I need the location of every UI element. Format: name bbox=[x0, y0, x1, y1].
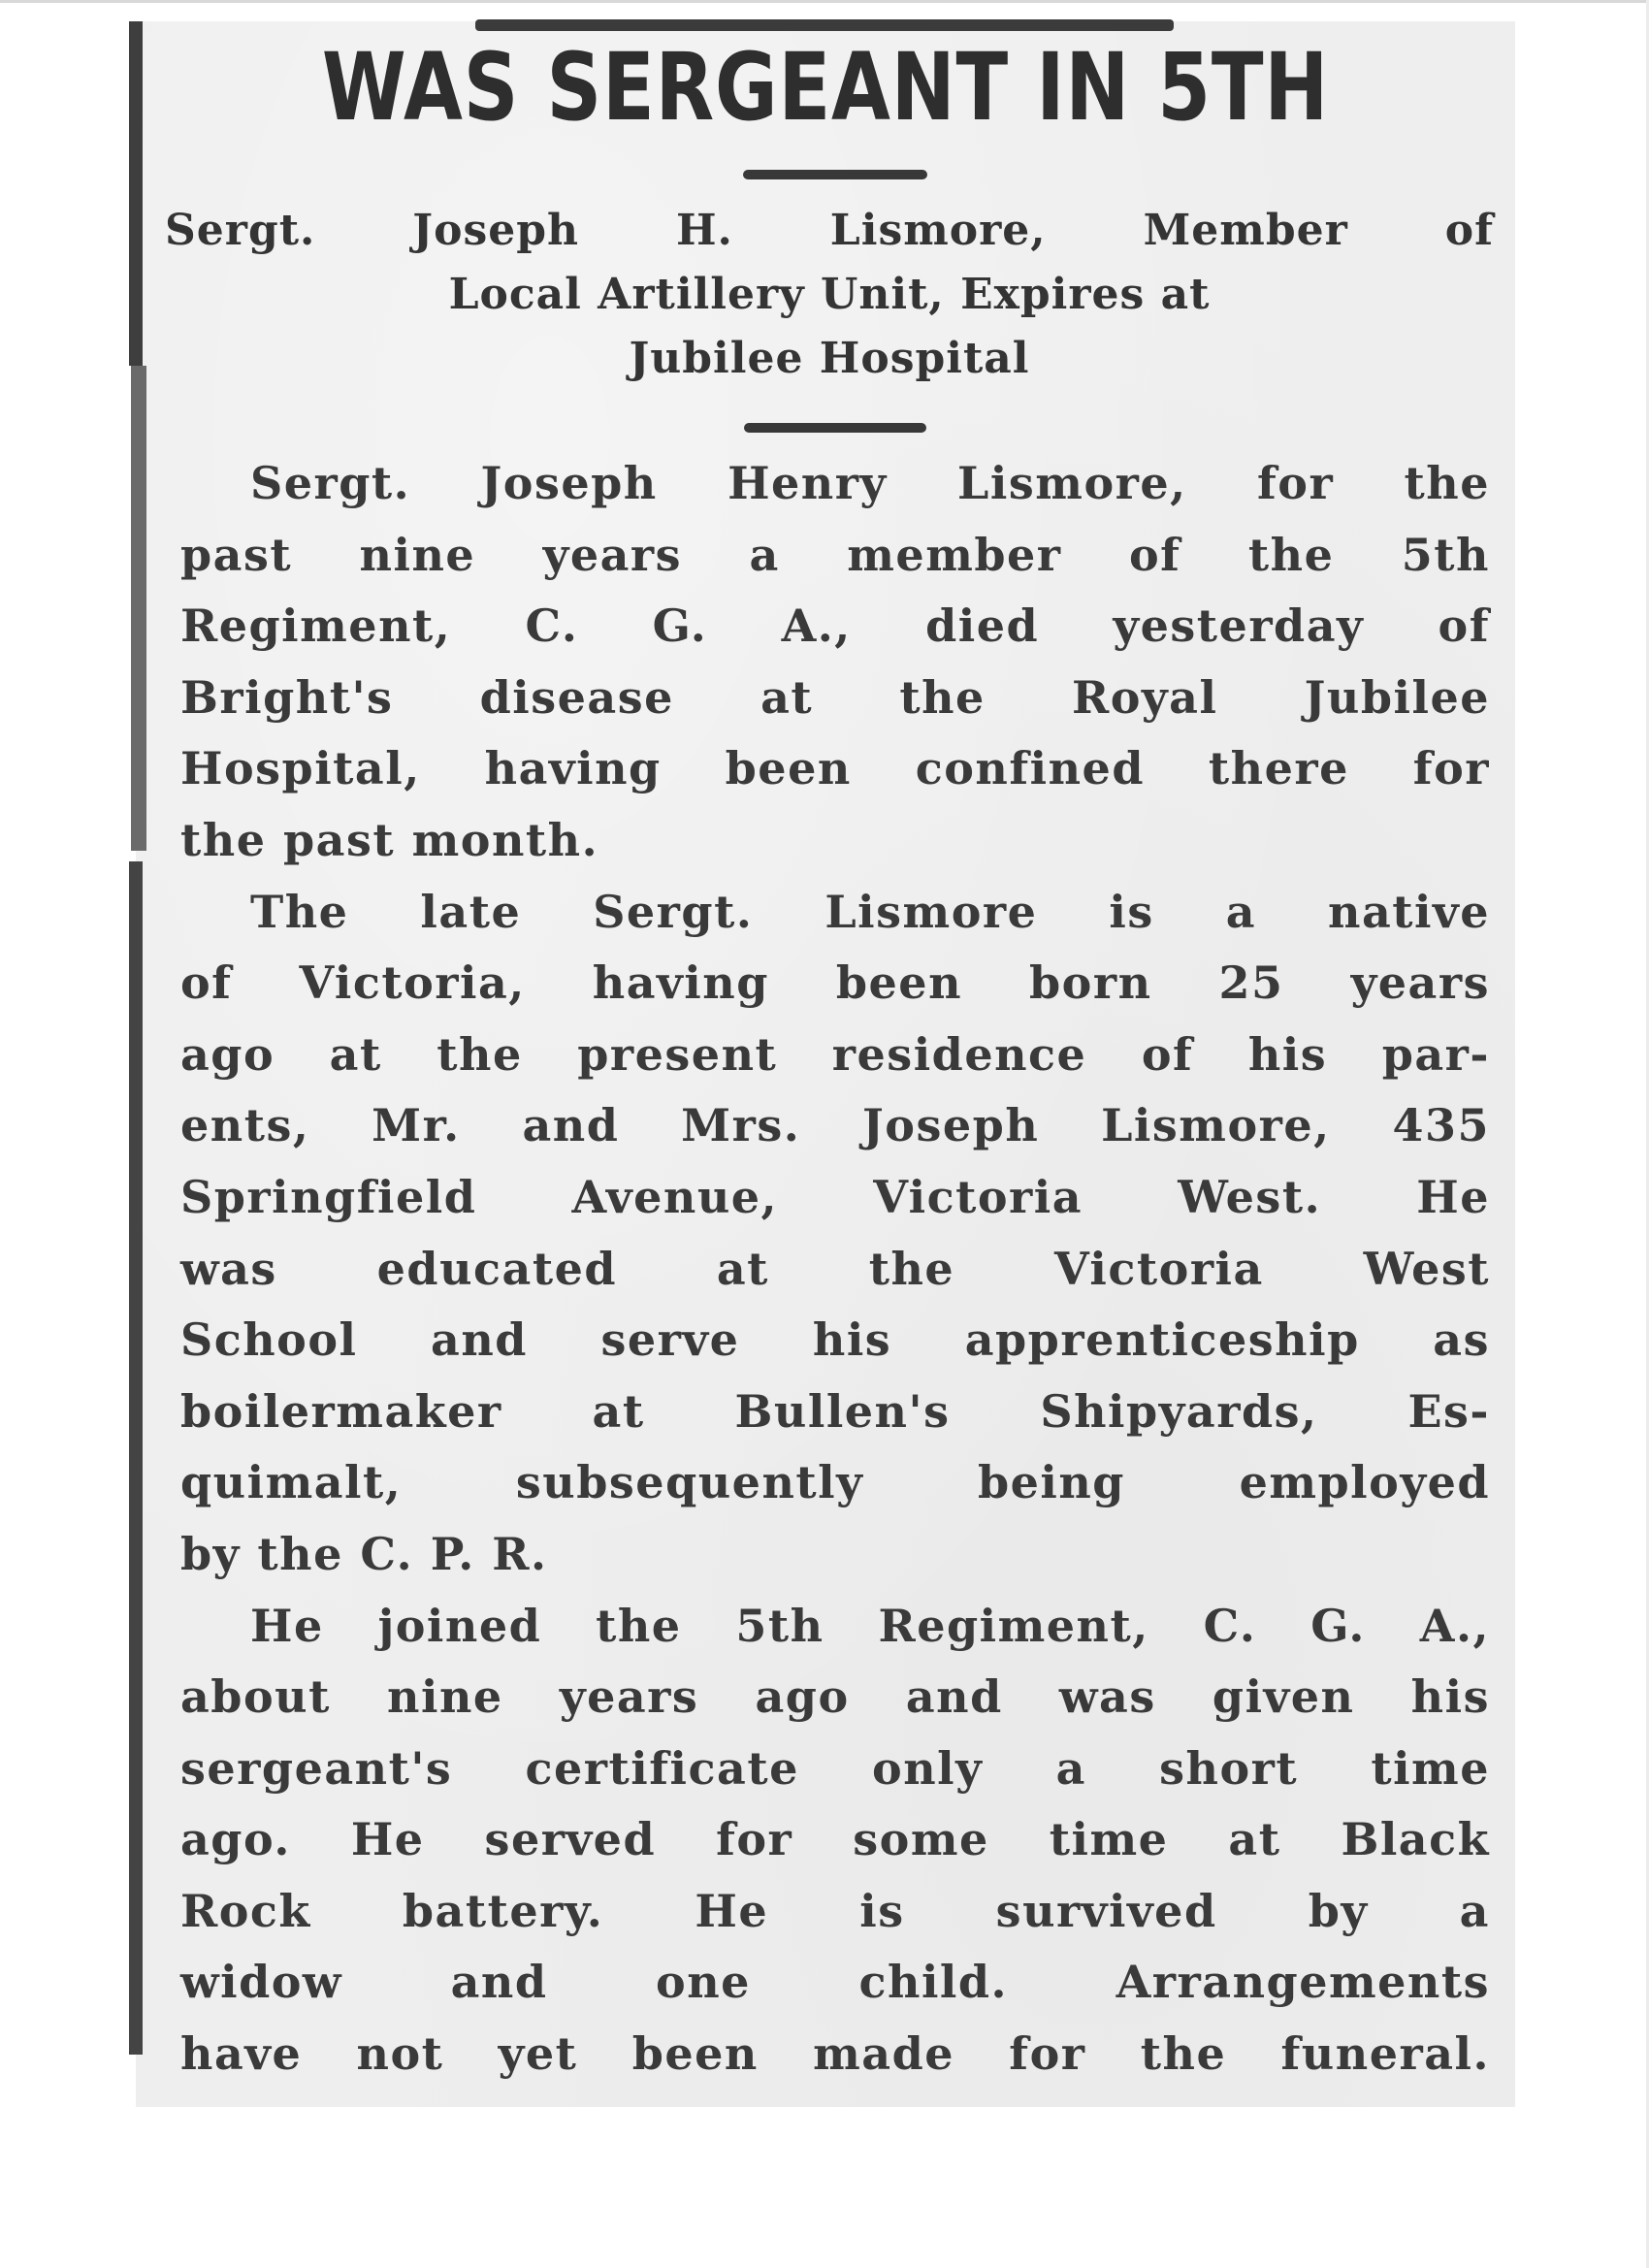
top-rule bbox=[475, 19, 1174, 31]
paragraph-3-line: about nine years ago and was given his bbox=[180, 1670, 1490, 1724]
column-rule-segment bbox=[129, 21, 143, 366]
paragraph-1-line: the past month. bbox=[180, 813, 599, 866]
paragraph-1-line: Hospital, having been confined there for bbox=[180, 742, 1490, 795]
paragraph-2-line: of Victoria, having been born 25 years bbox=[180, 956, 1490, 1010]
paragraph-2-line: by the C. P. R. bbox=[180, 1527, 548, 1580]
paragraph-2-line: quimalt, subsequently being employed bbox=[180, 1456, 1490, 1509]
divider-rule bbox=[744, 423, 926, 433]
paragraph-3-line: widow and one child. Arrangements bbox=[180, 1956, 1490, 2009]
article-body bbox=[180, 448, 1490, 2090]
subheadline-line: Jubilee Hospital bbox=[629, 334, 1030, 383]
paragraph-3-line: have not yet been made for the funeral. bbox=[180, 2027, 1490, 2081]
paragraph-3-line: sergeant's certificate only a short time bbox=[180, 1741, 1490, 1795]
subheadline bbox=[165, 199, 1494, 391]
headline: WAS SERGEANT IN 5TH bbox=[321, 33, 1330, 142]
paragraph-2-line: Springfield Avenue, Victoria West. He bbox=[180, 1170, 1490, 1223]
paragraph-2-line: ago at the present residence of his par- bbox=[180, 1027, 1490, 1081]
paragraph-1-line: Bright's disease at the Royal Jubilee bbox=[180, 670, 1490, 724]
paragraph-2-line: School and serve his apprenticeship as bbox=[180, 1313, 1490, 1367]
column-rule-segment bbox=[131, 366, 146, 851]
paragraph-1-line: Regiment, C. G. A., died yesterday of bbox=[180, 599, 1490, 653]
subheadline-line: Local Artillery Unit, Expires at bbox=[448, 270, 1211, 319]
column-rule-segment bbox=[129, 861, 143, 2055]
paragraph-2-line: boilermaker at Bullen's Shipyards, Es- bbox=[180, 1384, 1490, 1438]
divider-rule bbox=[743, 170, 927, 179]
paragraph-2-line: ents, Mr. and Mrs. Joseph Lismore, 435 bbox=[180, 1099, 1490, 1152]
paragraph-1-line: past nine years a member of the 5th bbox=[180, 528, 1490, 581]
paragraph-3-line: ago. He served for some time at Black bbox=[180, 1813, 1490, 1866]
paragraph-2-line: The late Sergt. Lismore is a native bbox=[250, 885, 1490, 938]
paragraph-1-line: Sergt. Joseph Henry Lismore, for the bbox=[250, 457, 1490, 509]
paragraph-3-line: Rock battery. He is survived by a bbox=[180, 1884, 1490, 1937]
paragraph-2-line: was educated at the Victoria West bbox=[180, 1242, 1490, 1295]
subheadline-line: Sergt. Joseph H. Lismore, Member of bbox=[165, 206, 1494, 255]
scan-edge-top bbox=[0, 0, 1649, 3]
paragraph-3-line: He joined the 5th Regiment, C. G. A., bbox=[250, 1599, 1490, 1652]
